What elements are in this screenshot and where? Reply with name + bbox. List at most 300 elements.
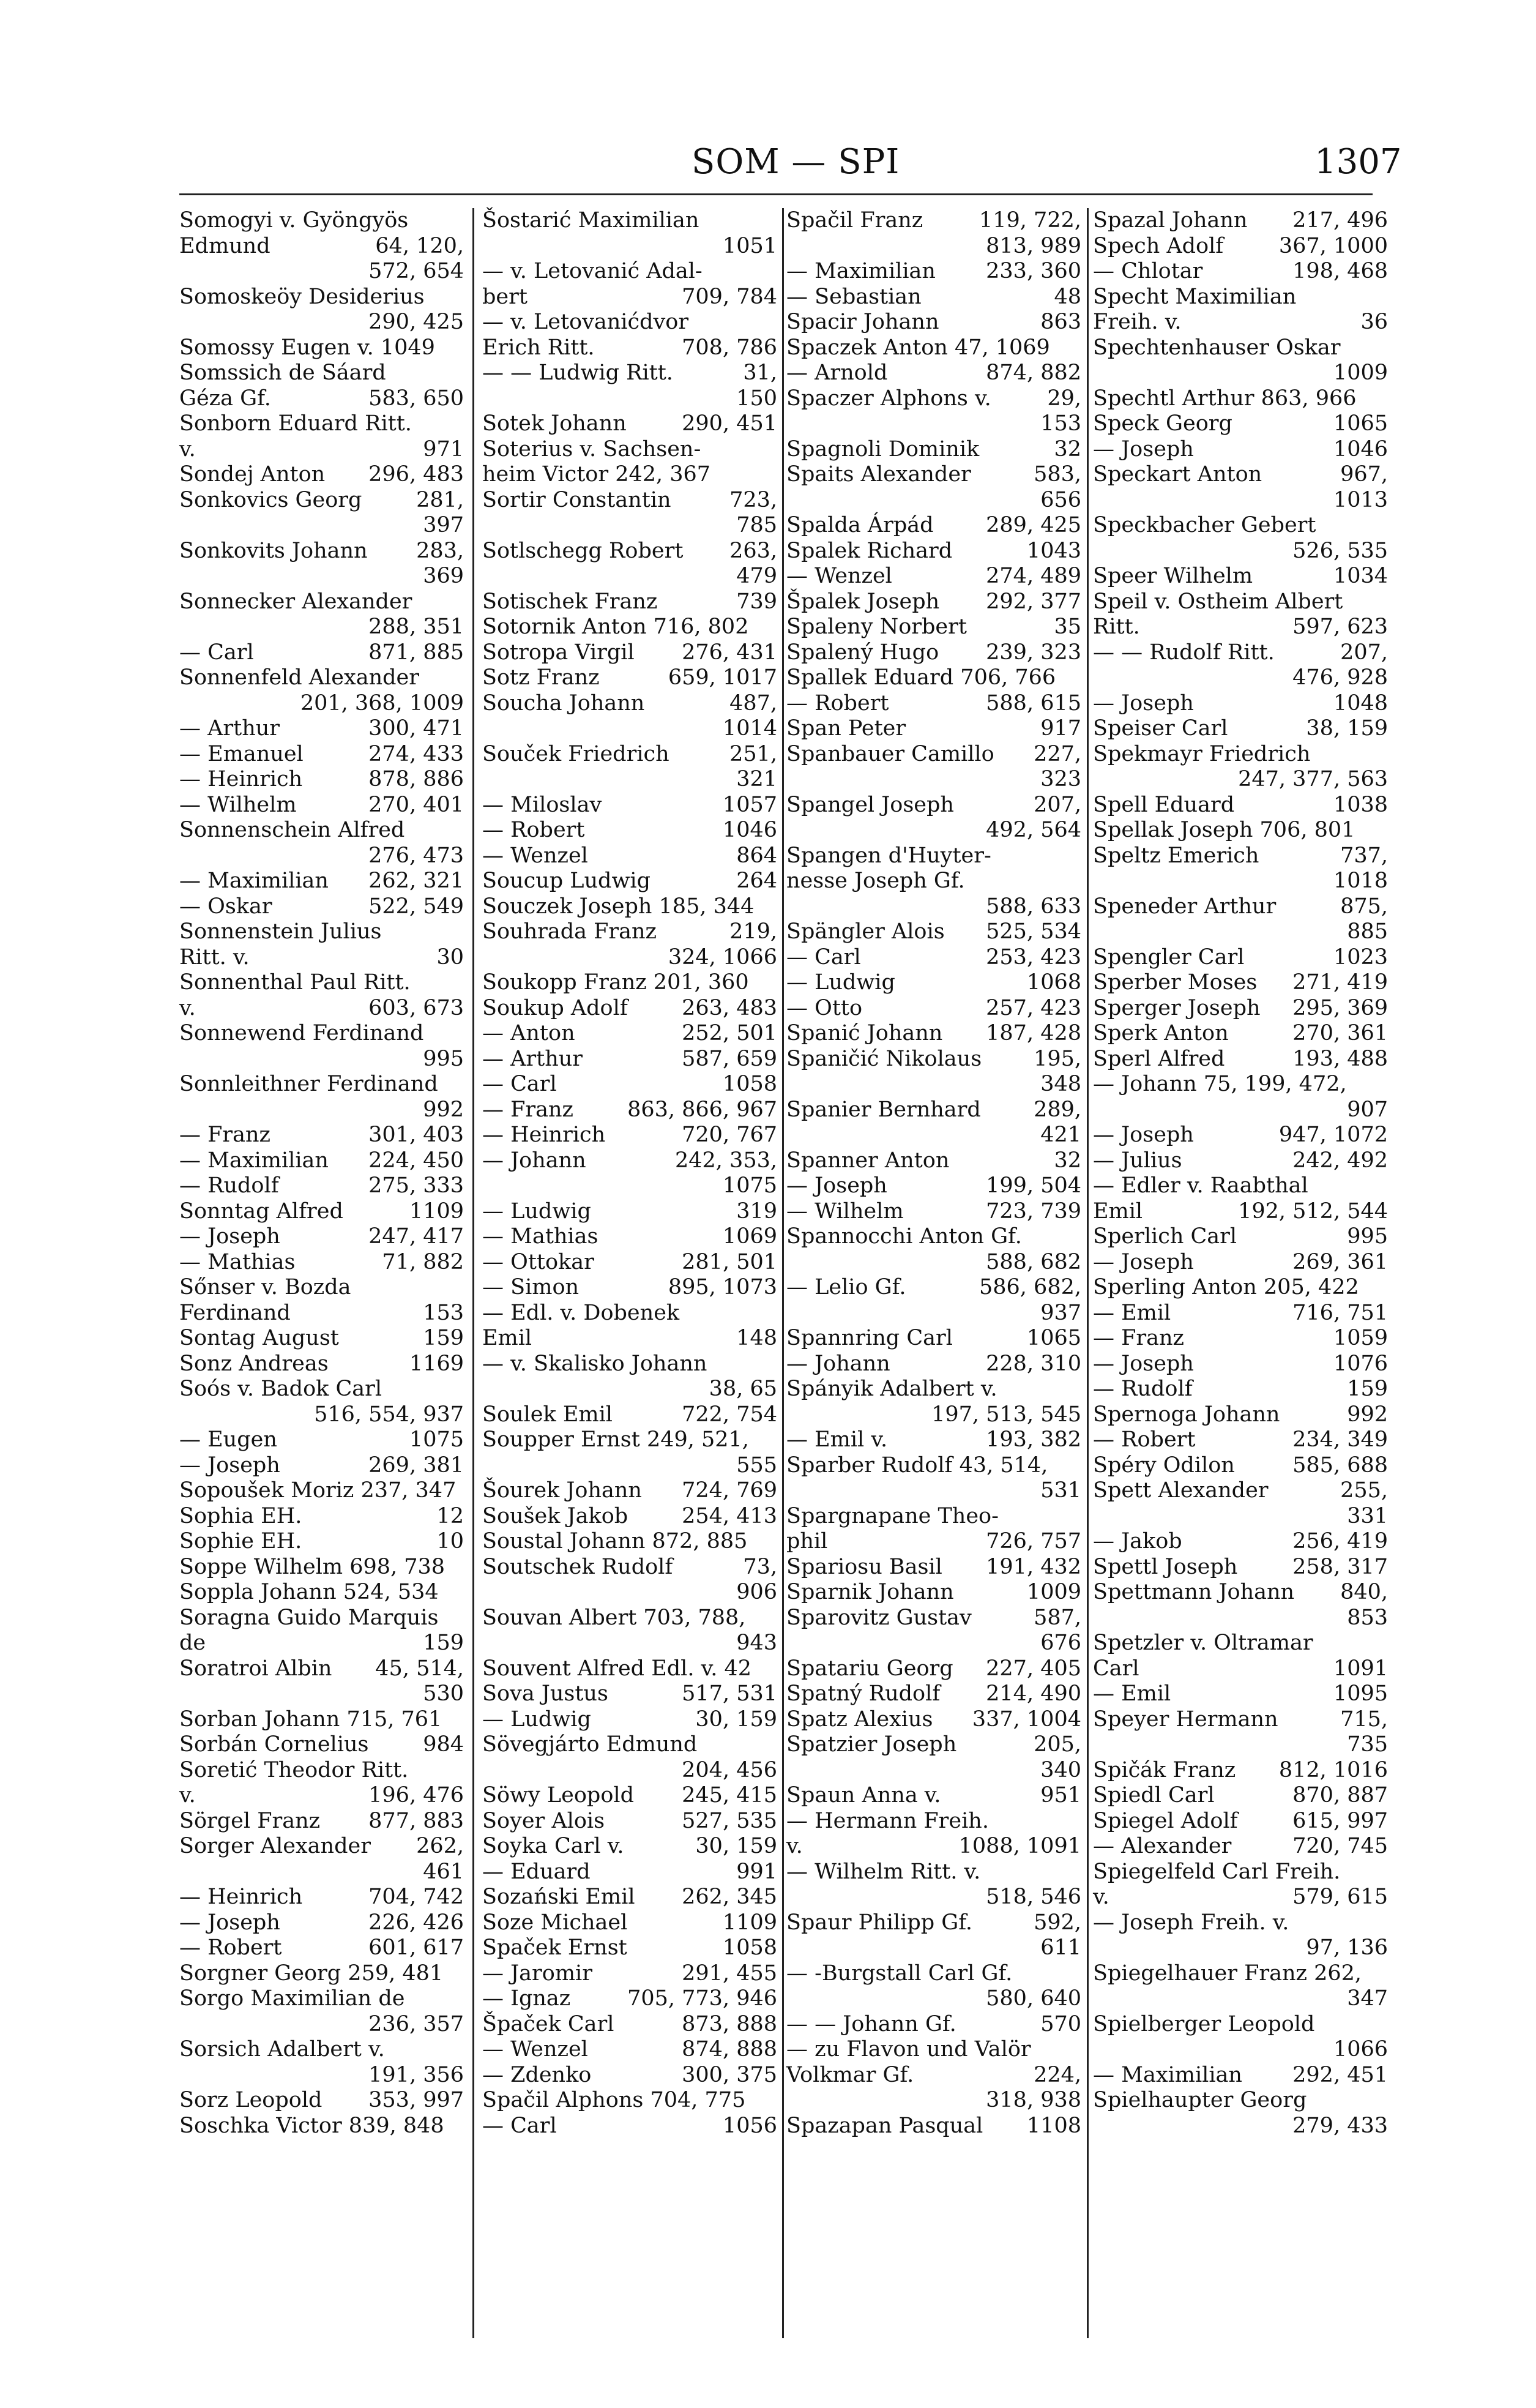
index-line — [482, 1402, 777, 1428]
page-references: 720, 745 — [1292, 1834, 1388, 1858]
page-references: 12 — [436, 1503, 464, 1528]
index-line — [786, 2012, 1081, 2038]
page-references: 262, — [416, 1834, 464, 1858]
index-line — [1093, 1681, 1388, 1707]
index-line — [786, 310, 1081, 335]
entry-name: Spannocchi Anton Gf. — [786, 1224, 1022, 1249]
page-references: 708, 786 — [682, 335, 777, 360]
index-line — [482, 335, 777, 361]
index-line — [482, 1224, 777, 1250]
index-line — [482, 1504, 777, 1530]
entry-name: Spacir Johann — [786, 310, 939, 334]
index-line — [482, 1097, 777, 1123]
entry-name: Span Peter — [786, 716, 906, 741]
index-line — [786, 208, 1081, 234]
entry-name: Spanner Anton — [786, 1148, 950, 1173]
index-line — [786, 716, 1081, 742]
index-line — [179, 1021, 464, 1047]
page-references: 726, 757 — [986, 1529, 1081, 1554]
page-references: 525, 534 — [986, 919, 1081, 944]
index-line — [786, 1834, 1081, 1860]
index-line — [1093, 1199, 1388, 1225]
index-line — [786, 539, 1081, 564]
entry-name: Spangen d'Huyter- — [786, 843, 991, 868]
page-references: 991 — [736, 1859, 777, 1884]
column-divider — [472, 208, 474, 2338]
index-line — [179, 335, 464, 361]
page-references: 301, 403 — [368, 1123, 464, 1147]
index-line — [786, 894, 1081, 920]
page-references: 583, 650 — [368, 386, 464, 411]
page-references: 840, — [1340, 1580, 1388, 1604]
index-line — [786, 386, 1081, 412]
entry-name: Souvent Alfred Edl. v. 42 — [482, 1656, 752, 1681]
index-line — [179, 589, 464, 615]
index-line — [179, 1199, 464, 1225]
page-references: 885 — [1347, 919, 1388, 944]
page-references: 588, 682 — [986, 1249, 1081, 1274]
index-line — [179, 234, 464, 260]
index-line — [786, 843, 1081, 869]
index-line — [179, 1250, 464, 1276]
entry-name: — Maximilian — [786, 259, 936, 283]
index-line — [482, 1732, 777, 1758]
entry-name: Spangel Joseph — [786, 792, 954, 817]
index-line — [482, 1935, 777, 1961]
page-references: 907 — [1347, 1097, 1388, 1122]
page-references: 1075 — [722, 1173, 777, 1198]
page-references: 276, 473 — [368, 843, 464, 868]
page-references: 291, 455 — [682, 1961, 777, 1986]
entry-name: — Ludwig — [482, 1707, 591, 1732]
page-references: 705, 773, 946 — [627, 1986, 777, 2011]
page-references: 30, 159 — [695, 1834, 777, 1858]
page-references: 722, 754 — [682, 1402, 777, 1427]
index-line — [786, 1580, 1081, 1606]
entry-name: Sövegjárto Edmund — [482, 1732, 698, 1757]
entry-name: v. — [179, 995, 196, 1020]
index-line — [179, 1885, 464, 1910]
entry-name: — Ludwig — [786, 970, 895, 995]
page-references: 1075 — [409, 1427, 464, 1452]
index-line — [786, 411, 1081, 437]
entry-name: — -Burgstall Carl Gf. — [786, 1961, 1013, 1986]
entry-name: Edmund — [179, 233, 270, 258]
index-line — [179, 1326, 464, 1352]
index-line — [482, 2037, 777, 2063]
page-references: 1046 — [1333, 436, 1388, 462]
page-references: 615, 997 — [1292, 1808, 1388, 1833]
page-references: 1095 — [1333, 1681, 1388, 1706]
index-line — [786, 1809, 1081, 1834]
entry-name: Spechtl Arthur 863, 966 — [1093, 386, 1357, 411]
index-line — [482, 1860, 777, 1885]
page-references: 254, 413 — [682, 1503, 777, 1528]
index-line — [482, 1478, 777, 1504]
index-line — [1093, 640, 1388, 666]
page-references: 583, — [1034, 462, 1081, 487]
page-references: 281, 501 — [682, 1249, 777, 1274]
index-line — [1093, 1809, 1388, 1834]
entry-name: — Joseph — [179, 1453, 280, 1478]
entry-name: Soustal Johann 872, 885 — [482, 1529, 748, 1554]
index-line — [179, 1148, 464, 1174]
entry-name: Sotz Franz — [482, 665, 600, 690]
entry-name: Sondej Anton — [179, 462, 326, 487]
index-line — [179, 1123, 464, 1148]
index-line — [786, 335, 1081, 361]
index-line — [1093, 1707, 1388, 1733]
entry-name: Sperk Anton — [1093, 1021, 1229, 1045]
entry-name: — Joseph — [1093, 436, 1194, 462]
entry-name: Somossy Eugen v. 1049 — [179, 335, 435, 360]
page-references: 1108 — [1026, 2113, 1081, 2138]
index-line — [482, 919, 777, 945]
index-line — [1093, 793, 1388, 818]
page-references: 252, 501 — [682, 1021, 777, 1045]
index-line — [1093, 742, 1388, 768]
entry-name: Soukopp Franz 201, 360 — [482, 970, 749, 995]
page-references: 269, 361 — [1292, 1249, 1388, 1274]
entry-name: Sorbán Cornelius — [179, 1732, 369, 1757]
page-references: 476, 928 — [1292, 665, 1388, 690]
entry-name: Spettmann Johann — [1093, 1580, 1295, 1604]
index-line — [1093, 945, 1388, 971]
index-line — [786, 1631, 1081, 1656]
index-line — [1093, 1860, 1388, 1885]
index-line — [1093, 1834, 1388, 1860]
entry-name: — Ludwig — [482, 1198, 591, 1224]
entry-name: Spačil Alphons 704, 775 — [482, 2088, 746, 2112]
page-references: 192, 512, 544 — [1238, 1198, 1388, 1224]
index-line — [1093, 1021, 1388, 1047]
entry-name: Spargnapane Theo- — [786, 1503, 999, 1528]
entry-name: — Ignaz — [482, 1986, 571, 2011]
index-line — [786, 1910, 1081, 1936]
page-references: 1109 — [722, 1910, 777, 1935]
index-line — [482, 589, 777, 615]
index-line — [179, 1427, 464, 1453]
page-references: 492, 564 — [986, 818, 1081, 842]
index-line — [179, 945, 464, 971]
entry-name: — Zdenko — [482, 2062, 592, 2087]
page-references: 198, 468 — [1292, 259, 1388, 283]
page-references: 723, — [729, 487, 777, 512]
page-references: 971 — [423, 436, 464, 462]
entry-name: Volkmar Gf. — [786, 2062, 914, 2087]
entry-name: — Carl — [482, 2113, 557, 2138]
page-references: 1038 — [1333, 792, 1388, 817]
page-number: 1307 — [1314, 142, 1402, 182]
page-references: 73, — [743, 1554, 777, 1579]
page-references: 239, 323 — [986, 640, 1081, 665]
entry-name: Sotlschegg Robert — [482, 538, 684, 563]
index-line — [179, 1986, 464, 2012]
entry-name: — Simon — [482, 1275, 580, 1299]
entry-name: — Joseph Freih. v. — [1093, 1910, 1289, 1935]
page-references: 274, 433 — [368, 741, 464, 766]
index-line — [1093, 1935, 1388, 1961]
entry-name: Spängler Alois — [786, 919, 945, 944]
page-references: 159 — [423, 1326, 464, 1350]
page-references: 227, — [1034, 741, 1081, 766]
page-references: 247, 377, 563 — [1238, 767, 1388, 791]
index-line — [482, 716, 777, 742]
index-line — [179, 1047, 464, 1072]
page-references: 219, — [729, 919, 777, 944]
index-line — [786, 1606, 1081, 1631]
index-line — [1093, 1732, 1388, 1758]
entry-name: Sonnenthal Paul Ritt. — [179, 970, 411, 995]
page-references: 263, — [729, 538, 777, 563]
page-references: 270, 361 — [1292, 1021, 1388, 1045]
index-line — [482, 1072, 777, 1097]
index-line — [1093, 411, 1388, 437]
entry-name: Spazapan Pasqual — [786, 2113, 983, 2138]
page-references: 150 — [736, 386, 777, 411]
index-line — [482, 285, 777, 310]
entry-name: — v. Letovanić Adal- — [482, 259, 703, 283]
index-line — [179, 818, 464, 843]
index-line — [786, 2114, 1081, 2139]
index-line — [482, 1326, 777, 1352]
index-line — [1093, 310, 1388, 335]
page-references: 875, — [1340, 894, 1388, 919]
page-references: 995 — [1347, 1224, 1388, 1249]
entry-name: Souhrada Franz — [482, 919, 657, 944]
index-line — [179, 1555, 464, 1580]
page-references: 1023 — [1333, 944, 1388, 970]
entry-name: Soretić Theodor Ritt. — [179, 1757, 409, 1782]
index-line — [482, 1301, 777, 1326]
entry-name: Spaničić Nikolaus — [786, 1046, 982, 1071]
entry-name: Sonnleithner Ferdinand — [179, 1072, 438, 1096]
index-line — [482, 1555, 777, 1580]
index-line — [482, 488, 777, 514]
index-line — [1093, 335, 1388, 361]
entry-name: bert — [482, 284, 528, 309]
page-references: 29, — [1047, 386, 1081, 411]
index-line — [179, 869, 464, 894]
page-references: 191, 356 — [368, 2062, 464, 2087]
entry-name: — Chlotar — [1093, 259, 1203, 283]
index-line — [786, 1961, 1081, 1987]
index-line — [482, 1580, 777, 1606]
entry-name: Speiser Carl — [1093, 716, 1228, 741]
entry-name: — Robert — [1093, 1427, 1196, 1452]
entry-name: — v. Skalisko Johann — [482, 1351, 707, 1376]
page-references: 30 — [436, 944, 464, 970]
index-line — [482, 1275, 777, 1301]
page-references: 275, 333 — [368, 1173, 464, 1198]
entry-name: Specht Maximilian — [1093, 284, 1297, 309]
index-line — [482, 1707, 777, 1733]
entry-name: Spell Eduard — [1093, 792, 1235, 817]
entry-name: Spielberger Leopold — [1093, 2011, 1315, 2036]
index-line — [482, 1529, 777, 1555]
page-references: 517, 531 — [682, 1681, 777, 1706]
index-line — [786, 793, 1081, 818]
entry-name: Spiedl Carl — [1093, 1783, 1215, 1808]
entry-name: Sortir Constantin — [482, 487, 671, 512]
index-line — [1093, 386, 1388, 412]
entry-name: — Wilhelm — [786, 1198, 904, 1224]
page-references: 367, 1000 — [1278, 233, 1388, 258]
page-references: 1018 — [1333, 869, 1388, 893]
entry-name: Soušek Jakob — [482, 1503, 628, 1528]
page-references: 487, — [729, 690, 777, 716]
index-line — [179, 894, 464, 920]
page-references: 527, 535 — [682, 1808, 777, 1833]
page-references: 279, 433 — [1292, 2113, 1388, 2138]
entry-name: — Julius — [1093, 1148, 1182, 1173]
index-line — [179, 1783, 464, 1809]
index-line — [1093, 462, 1388, 488]
index-line — [1093, 767, 1388, 793]
page-references: 264 — [736, 869, 777, 893]
entry-name: Sonnenstein Julius — [179, 919, 382, 944]
index-line — [482, 869, 777, 894]
index-line — [786, 1885, 1081, 1910]
entry-name: Spechtenhauser Oskar — [1093, 335, 1341, 360]
page-references: 340 — [1040, 1757, 1081, 1782]
entry-name: Speyer Hermann — [1093, 1707, 1278, 1732]
page-references: 1051 — [722, 233, 777, 258]
index-line — [1093, 1326, 1388, 1352]
entry-name: — Johann — [482, 1148, 586, 1173]
entry-name: Sozański Emil — [482, 1885, 635, 1909]
index-line — [482, 208, 777, 234]
entry-name: — Emil v. — [786, 1427, 888, 1452]
page-references: 353, 997 — [368, 2088, 464, 2112]
page-references: 580, 640 — [986, 1986, 1081, 2011]
index-line — [786, 361, 1081, 386]
index-line — [179, 2114, 464, 2139]
entry-name: Sonnecker Alexander — [179, 589, 412, 614]
entry-name: Sorban Johann 715, 761 — [179, 1707, 442, 1732]
entry-name: — Eduard — [482, 1859, 591, 1884]
entry-name: Sova Justus — [482, 1681, 608, 1706]
entry-name: Sorz Leopold — [179, 2088, 322, 2112]
entry-name: Sonnewend Ferdinand — [179, 1021, 424, 1045]
page-references: 479 — [736, 564, 777, 588]
page-references: 526, 535 — [1292, 538, 1388, 563]
index-line — [1093, 2012, 1388, 2038]
index-line — [786, 1504, 1081, 1530]
entry-name: Géza Gf. — [179, 386, 271, 411]
index-line — [179, 1301, 464, 1326]
index-line — [179, 259, 464, 285]
entry-name: Ritt. v. — [179, 944, 250, 970]
index-line — [1093, 1758, 1388, 1784]
index-line — [786, 462, 1081, 488]
index-line — [1093, 1606, 1388, 1631]
index-line — [786, 665, 1081, 691]
entry-name: — Mathias — [482, 1224, 598, 1249]
index-line — [1093, 970, 1388, 996]
entry-name: Freih. v. — [1093, 310, 1182, 334]
index-line — [1093, 208, 1388, 234]
entry-name: nesse Joseph Gf. — [786, 869, 965, 893]
index-line — [1093, 1631, 1388, 1656]
entry-name: — Wenzel — [786, 564, 892, 588]
entry-name: Spanier Bernhard — [786, 1097, 981, 1122]
index-line — [482, 640, 777, 666]
index-line — [1093, 513, 1388, 539]
page-references: 283, — [416, 538, 464, 563]
index-line — [179, 386, 464, 412]
page-references: 951 — [1040, 1783, 1081, 1808]
entry-name: Söwy Leopold — [482, 1783, 635, 1808]
entry-name: Soppla Johann 524, 534 — [179, 1580, 439, 1604]
entry-name: v. — [1093, 1885, 1109, 1909]
entry-name: Spiegelhauer Franz 262, — [1093, 1961, 1362, 1986]
entry-name: Spéry Odilon — [1093, 1453, 1235, 1478]
name-column-3 — [786, 208, 1081, 2338]
entry-name: — zu Flavon und Valör — [786, 2037, 1031, 2062]
entry-name: Spetzler v. Oltramar — [1093, 1631, 1313, 1655]
index-line — [179, 1707, 464, 1733]
index-line — [482, 259, 777, 285]
entry-name: Spatný Rudolf — [786, 1681, 941, 1706]
index-line — [1093, 1301, 1388, 1326]
entry-name: — Emil — [1093, 1681, 1171, 1706]
entry-name: Soukup Adolf — [482, 995, 628, 1020]
entry-name: — Eugen — [179, 1427, 277, 1452]
index-line — [482, 2063, 777, 2088]
index-line — [482, 843, 777, 869]
page-references: 195, — [1034, 1046, 1081, 1071]
index-line — [482, 1453, 777, 1479]
entry-name: Spernoga Johann — [1093, 1402, 1280, 1427]
name-column-2 — [482, 208, 777, 2338]
entry-name: Spaleny Norbert — [786, 615, 967, 639]
entry-name: Soupper Ernst 249, 521, — [482, 1427, 749, 1452]
index-line — [179, 1504, 464, 1530]
index-line — [1093, 615, 1388, 640]
page-references: 570 — [1040, 2011, 1081, 2036]
index-line — [179, 1173, 464, 1199]
page-references: 522, 549 — [368, 894, 464, 919]
entry-name: Spazal Johann — [1093, 208, 1248, 233]
entry-name: Spačil Franz — [786, 208, 923, 233]
index-line — [482, 793, 777, 818]
index-line — [179, 437, 464, 463]
entry-name: — Joseph — [1093, 690, 1194, 716]
index-line — [786, 1758, 1081, 1784]
index-line — [786, 996, 1081, 1022]
page-references: 1013 — [1333, 487, 1388, 512]
index-line — [179, 513, 464, 539]
page-references: 735 — [1347, 1732, 1388, 1757]
page-references: 217, 496 — [1292, 208, 1388, 233]
entry-name: — Maximilian — [179, 1148, 329, 1173]
page-header-title: SOM — SPI — [692, 142, 900, 182]
index-line — [1093, 1656, 1388, 1682]
page-references: 270, 401 — [368, 792, 464, 817]
page-references: 1069 — [722, 1224, 777, 1249]
entry-name: Spányik Adalbert v. — [786, 1377, 997, 1401]
page-references: 274, 489 — [986, 564, 1081, 588]
index-line — [179, 1275, 464, 1301]
entry-name: Erich Ritt. — [482, 335, 595, 360]
entry-name: — Robert — [482, 818, 585, 842]
entry-name: Spett Alexander — [1093, 1478, 1269, 1503]
page-references: 292, 377 — [986, 589, 1081, 614]
entry-name: phil — [786, 1529, 828, 1554]
index-line — [482, 1758, 777, 1784]
index-line — [179, 767, 464, 793]
